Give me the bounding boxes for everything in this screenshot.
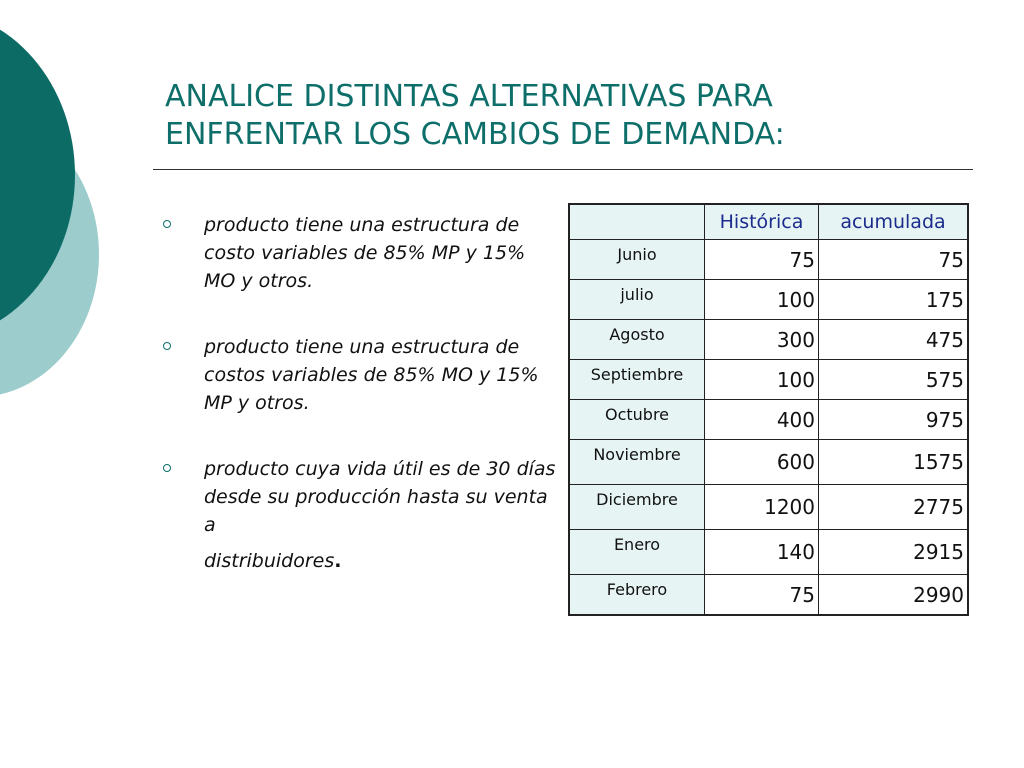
historica-cell: 300 [705, 320, 819, 360]
table-header-acumulada: acumulada [819, 204, 969, 240]
hollow-circle-bullet-icon [163, 342, 171, 350]
acumulada-cell: 575 [819, 360, 969, 400]
acumulada-cell: 975 [819, 400, 969, 440]
month-cell: Febrero [569, 575, 705, 616]
acumulada-cell: 1575 [819, 440, 969, 485]
table-header-historica: Histórica [705, 204, 819, 240]
hollow-circle-bullet-icon [163, 464, 171, 472]
hollow-circle-bullet-icon [163, 220, 171, 228]
table-row [569, 320, 968, 360]
bullet-list [163, 211, 558, 613]
bullet-text-last-line [204, 547, 341, 575]
month-cell: Septiembre [569, 360, 705, 400]
month-cell: Octubre [569, 400, 705, 440]
slide-title-line-1: ANALICE DISTINTAS ALTERNATIVAS PARA [165, 79, 773, 114]
table-row [569, 400, 968, 440]
acumulada-cell: 75 [819, 240, 969, 280]
historica-cell: 140 [705, 530, 819, 575]
table-row [569, 485, 968, 530]
acumulada-cell: 2775 [819, 485, 969, 530]
historica-cell: 75 [705, 575, 819, 616]
bullet-text: producto tiene una estructura de costo variables de 85% MP y 15% MO y otros. [204, 214, 526, 292]
table-row [569, 575, 968, 616]
month-cell: Junio [569, 240, 705, 280]
month-cell: Enero [569, 530, 705, 575]
table-row [569, 530, 968, 575]
table-row [569, 240, 968, 280]
month-cell: Agosto [569, 320, 705, 360]
slide-title [165, 78, 985, 154]
table-row [569, 280, 968, 320]
bullet-text: producto tiene una estructura de costos variables de 85% MO y 15% MP y otros. [204, 336, 539, 414]
historica-cell: 600 [705, 440, 819, 485]
title-divider [153, 169, 973, 170]
bullet-text: producto cuya vida útil es de 30 días desde su producción hasta su venta a [204, 458, 556, 536]
historica-cell: 1200 [705, 485, 819, 530]
acumulada-cell: 475 [819, 320, 969, 360]
bullet-item [163, 455, 558, 575]
bullet-last-punct: . [334, 550, 342, 572]
historica-cell: 75 [705, 240, 819, 280]
table-header-row [569, 204, 968, 240]
acumulada-cell: 2990 [819, 575, 969, 616]
acumulada-cell: 175 [819, 280, 969, 320]
month-cell: Noviembre [569, 440, 705, 485]
bullet-last-word: distribuidores [204, 550, 335, 572]
demand-table [568, 203, 969, 616]
table-header-empty [569, 204, 705, 240]
table-row [569, 360, 968, 400]
table-row [569, 440, 968, 485]
historica-cell: 400 [705, 400, 819, 440]
bullet-item [163, 333, 558, 417]
month-cell: julio [569, 280, 705, 320]
acumulada-cell: 2915 [819, 530, 969, 575]
bullet-item [163, 211, 558, 295]
historica-cell: 100 [705, 360, 819, 400]
historica-cell: 100 [705, 280, 819, 320]
month-cell: Diciembre [569, 485, 705, 530]
slide-title-line-2: ENFRENTAR LOS CAMBIOS DE DEMANDA: [165, 117, 785, 152]
